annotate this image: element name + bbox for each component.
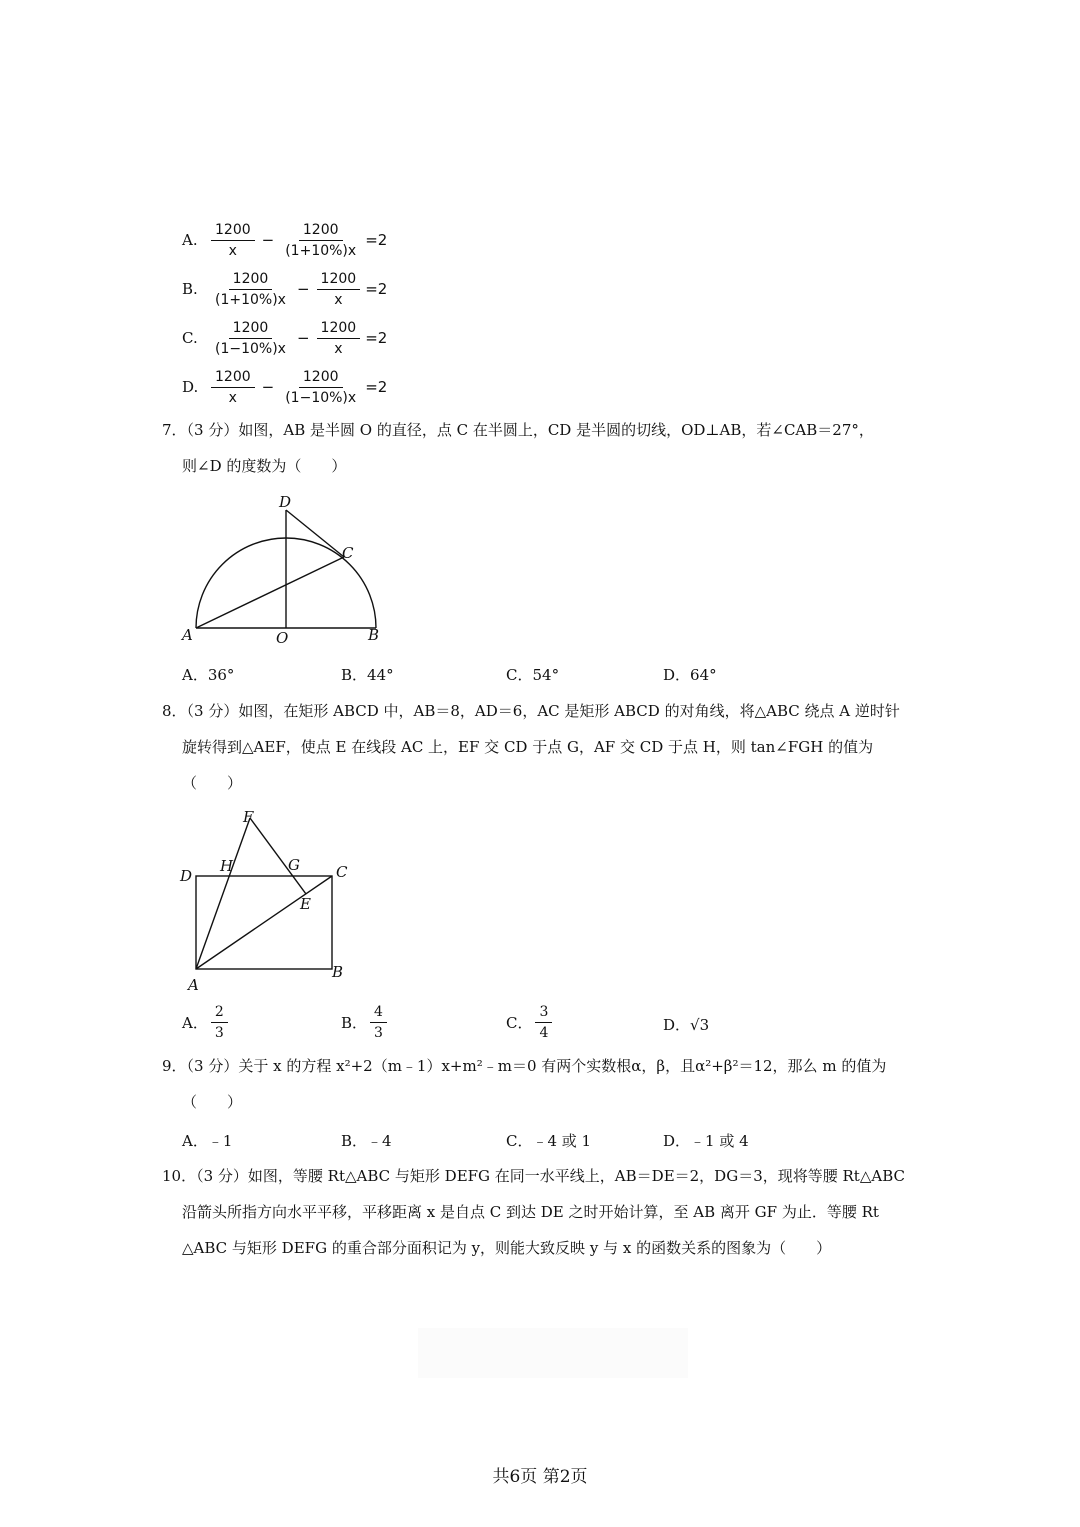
q8-figure bbox=[176, 802, 366, 998]
question-text: 9．（3 分）关于 x 的方程 x²+2（m﹣1）x+m²﹣m＝0 有两个实数根α，β，且α²+β²＝12，那么 m 的值为 bbox=[162, 1057, 887, 1075]
choice-c: C．54° bbox=[506, 666, 560, 684]
label-d: D bbox=[180, 867, 193, 885]
q7-figure bbox=[176, 490, 396, 650]
choice-b: B．﹣4 bbox=[341, 1132, 392, 1150]
option-label: A. bbox=[182, 231, 198, 249]
choice-b: B．44° bbox=[341, 666, 394, 684]
label-d: D bbox=[279, 493, 292, 511]
fraction: $\frac{1200}{(1-10\%)x}$ bbox=[215, 319, 286, 357]
fraction: $\frac{2}{3}$ bbox=[211, 1004, 228, 1041]
choice-c: C．﹣4 或 1 bbox=[506, 1132, 592, 1150]
choice-d: D．﹣1 或 4 bbox=[663, 1132, 749, 1150]
operator: − bbox=[261, 378, 275, 396]
operator: − bbox=[296, 329, 310, 347]
faded-image-area bbox=[418, 1328, 688, 1378]
choice-label: D． bbox=[663, 1016, 691, 1034]
label-h: H bbox=[220, 857, 234, 875]
fraction: $\frac{1200}{(1+10\%)x}$ bbox=[285, 221, 357, 259]
equals: =2 bbox=[365, 329, 388, 347]
choice-d: D．64° bbox=[663, 666, 717, 684]
diagonal-ac bbox=[196, 876, 332, 969]
question-text: 沿箭头所指方向水平平移，平移距离 x 是自点 C 到达 DE 之时开始计算，至 AB 离开 GF 为止．等腰 Rt bbox=[182, 1203, 879, 1221]
question-9 bbox=[162, 1048, 922, 1120]
fraction: $\frac{1200}{(1+10\%)x}$ bbox=[215, 270, 286, 308]
option-label: C. bbox=[182, 329, 198, 347]
operator: − bbox=[261, 231, 275, 249]
label-b: B bbox=[332, 963, 344, 981]
choice-a: A．36° bbox=[182, 666, 235, 684]
question-text: △ABC 与矩形 DEFG 的重合部分面积记为 y，则能大致反映 y 与 x 的函数关系的图象为（ ） bbox=[182, 1239, 832, 1257]
fraction: $\frac{1200}{x}$ bbox=[317, 320, 361, 357]
q6-option-d bbox=[182, 365, 387, 409]
q8-choice-c bbox=[506, 1004, 555, 1041]
label-e: E bbox=[300, 895, 311, 913]
equals: =2 bbox=[365, 378, 388, 396]
fraction: $\frac{4}{3}$ bbox=[370, 1004, 387, 1041]
fraction: $\frac{1200}{x}$ bbox=[211, 369, 255, 406]
line-ac bbox=[196, 557, 344, 628]
q6-option-c bbox=[182, 316, 387, 360]
tangent-dc bbox=[286, 510, 344, 557]
label-o: O bbox=[276, 629, 289, 647]
question-text: 旋转得到△AEF，使点 E 在线段 AC 上，EF 交 CD 于点 G，AF 交 CD 于点 H，则 tan∠FGH 的值为 bbox=[182, 738, 874, 756]
question-text: （ ） bbox=[182, 774, 243, 792]
question-text: 则∠D 的度数为（ ） bbox=[182, 457, 347, 475]
line-af bbox=[196, 818, 250, 969]
equals: =2 bbox=[365, 280, 388, 298]
question-text: 8．（3 分）如图，在矩形 ABCD 中，AB＝8，AD＝6，AC 是矩形 ABCD 的对角线，将△ABC 绕点 A 逆时针 bbox=[162, 702, 900, 720]
q8-choice-d bbox=[663, 1014, 709, 1035]
q8-choice-b bbox=[341, 1004, 390, 1041]
page-footer: 共6页 第2页 bbox=[492, 1467, 588, 1487]
option-label: B. bbox=[182, 280, 198, 298]
q8-choice-a bbox=[182, 1004, 231, 1041]
label-c: C bbox=[336, 863, 348, 881]
choice-label: C． bbox=[506, 1014, 533, 1032]
question-8 bbox=[162, 693, 922, 801]
question-10 bbox=[162, 1158, 922, 1266]
equals: =2 bbox=[365, 231, 388, 249]
q6-option-a bbox=[182, 218, 387, 262]
choice-a: A．﹣1 bbox=[182, 1132, 233, 1150]
question-text: （ ） bbox=[182, 1093, 243, 1111]
label-b: B bbox=[368, 626, 380, 644]
q6-option-b bbox=[182, 267, 387, 311]
fraction: $\frac{1200}{x}$ bbox=[317, 271, 361, 308]
fraction: $\frac{1200}{(1-10\%)x}$ bbox=[285, 368, 357, 406]
label-a: A bbox=[188, 976, 199, 994]
choice-value: √3 bbox=[690, 1015, 710, 1034]
label-g: G bbox=[288, 856, 300, 874]
label-f: F bbox=[243, 808, 254, 826]
q7-choices bbox=[182, 664, 902, 688]
fraction: $\frac{3}{4}$ bbox=[535, 1004, 552, 1041]
fraction: $\frac{1200}{x}$ bbox=[211, 222, 255, 259]
operator: − bbox=[296, 280, 310, 298]
question-text: 7．（3 分）如图，AB 是半圆 O 的直径，点 C 在半圆上，CD 是半圆的切线，OD⊥AB，若∠CAB＝27°， bbox=[162, 421, 874, 439]
question-text: 10．（3 分）如图，等腰 Rt△ABC 与矩形 DEFG 在同一水平线上，AB＝DE＝2，DG＝3，现将等腰 Rt△ABC bbox=[162, 1167, 905, 1185]
question-7 bbox=[162, 412, 922, 484]
option-label: D. bbox=[182, 378, 199, 396]
choice-label: A． bbox=[182, 1014, 208, 1032]
label-a: A bbox=[182, 626, 193, 644]
choice-label: B． bbox=[341, 1014, 368, 1032]
q9-choices bbox=[182, 1130, 902, 1154]
label-c: C bbox=[342, 544, 354, 562]
